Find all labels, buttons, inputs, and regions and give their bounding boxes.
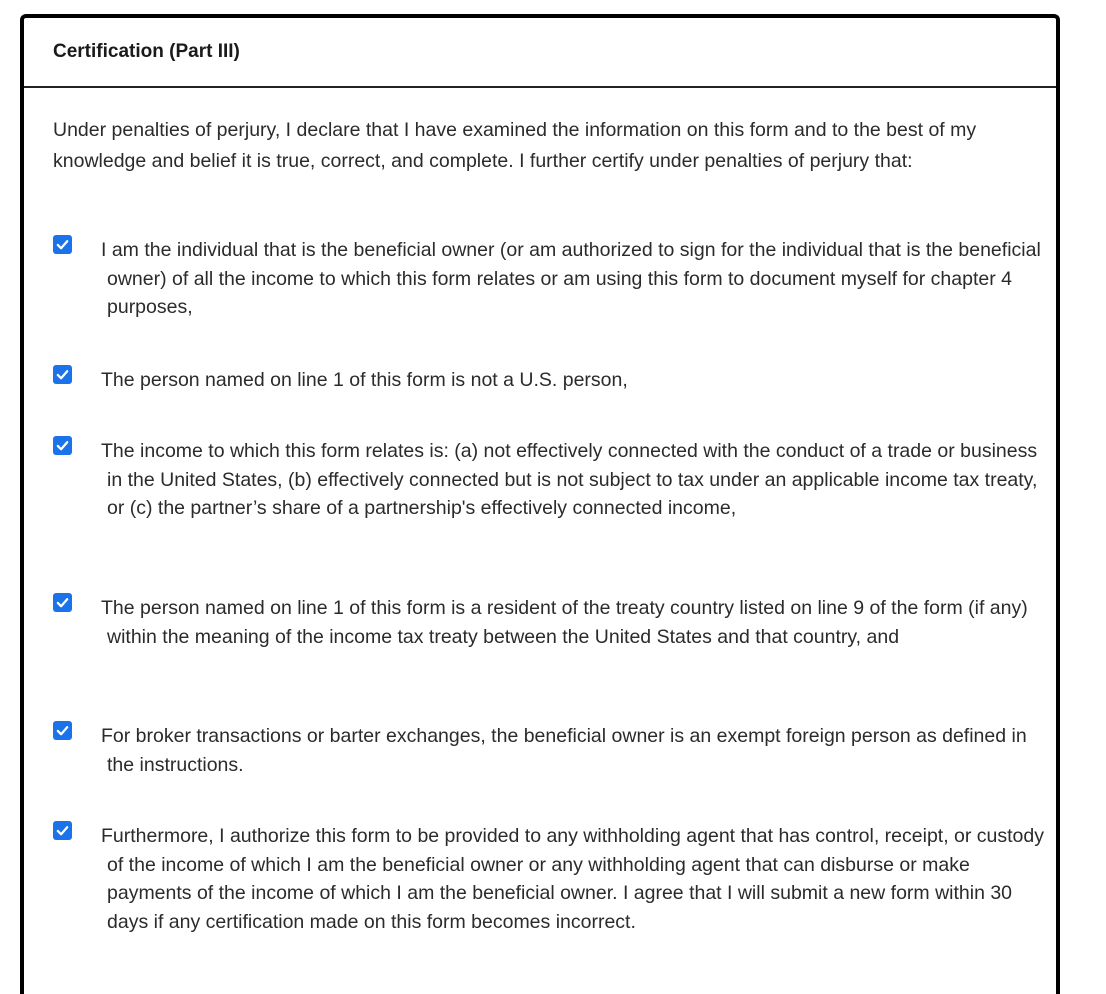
certification-text-1: I am the individual that is the beneficial owner (or am authorized to sign for the individual that is the beneficial owner) of all the income to which this form relates or am using this form to document myself for chapter 4 purposes,: [101, 239, 1041, 318]
checkbox-5[interactable]: [53, 721, 72, 740]
section-title: Certification (Part III): [53, 41, 240, 62]
intro-text: Under penalties of perjury, I declare that I have examined the information on this form and to the best of my knowledge and belief it is true, correct, and complete. I further certify under penalties of perjury that:: [53, 119, 977, 172]
checkbox-6[interactable]: [53, 821, 72, 840]
certification-text-6: Furthermore, I authorize this form to be provided to any withholding agent that has control, receipt, or custody of the income of which I am the beneficial owner or any withholding agent that can disburse or make payments of the income of which I am the beneficial owner. I agree that I will submit a new form within 30 days if any certification made on this form becomes incorrect.: [101, 825, 1044, 933]
checkmark-icon: [55, 367, 70, 382]
checkmark-icon: [55, 723, 70, 738]
checkmark-icon: [55, 438, 70, 453]
checkbox-4[interactable]: [53, 593, 72, 612]
checkmark-icon: [55, 595, 70, 610]
certification-panel: [20, 14, 1060, 994]
certification-text-3: The income to which this form relates is: (a) not effectively connected with the conduct of a trade or business in the United States, (b) effectively connected but is not subject to tax under an applicable income tax treaty, or (c) the partner’s share of a partnership's effectively connected income,: [101, 440, 1038, 519]
panel-header: [24, 18, 1056, 88]
certification-text-5: For broker transactions or barter exchanges, the beneficial owner is an exempt foreign person as defined in the instructions.: [101, 725, 1027, 776]
checkbox-3[interactable]: [53, 436, 72, 455]
certification-text-2: The person named on line 1 of this form is not a U.S. person,: [101, 369, 628, 391]
checkbox-2[interactable]: [53, 365, 72, 384]
certification-text-4: The person named on line 1 of this form is a resident of the treaty country listed on line 9 of the form (if any) within the meaning of the income tax treaty between the United States and that country, and: [101, 597, 1028, 648]
checkmark-icon: [55, 823, 70, 838]
checkbox-1[interactable]: [53, 235, 72, 254]
checkmark-icon: [55, 237, 70, 252]
